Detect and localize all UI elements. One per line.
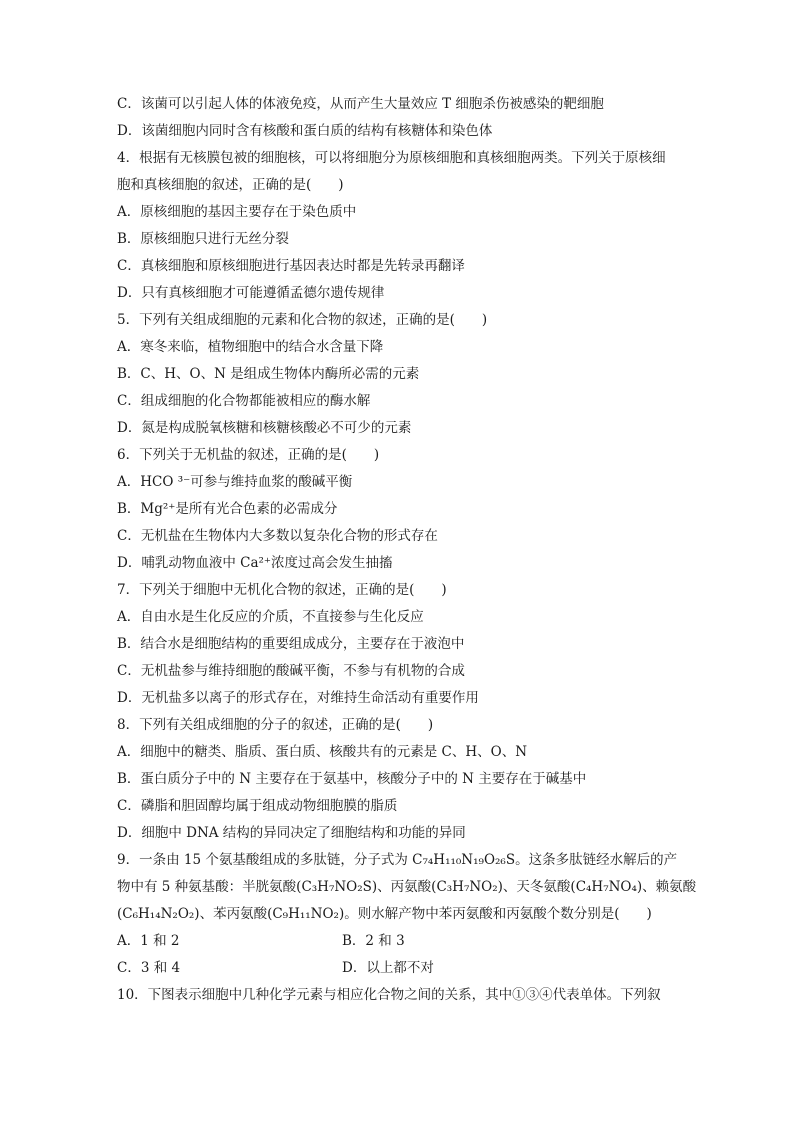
q4-option-a: A．原核细胞的基因主要存在于染色质中 [117, 204, 357, 220]
q3-option-c: C．该菌可以引起人体的体液免疫，从而产生大量效应 T 细胞杀伤被感染的靶细胞 [117, 96, 604, 112]
q8-option-b: B．蛋白质分子中的 N 主要存在于氨基中，核酸分子中的 N 主要存在于碱基中 [117, 771, 587, 787]
q7-option-c: C．无机盐参与维持细胞的酸碱平衡，不参与有机物的合成 [117, 663, 465, 679]
q6-option-d: D．哺乳动物血液中 Ca²⁺浓度过高会发生抽搐 [117, 555, 393, 571]
q5-stem: 5．下列有关组成细胞的元素和化合物的叙述，正确的是( ) [117, 312, 488, 328]
q6-option-c: C．无机盐在生物体内大多数以复杂化合物的形式存在 [117, 528, 438, 544]
q8-option-a: A．细胞中的糖类、脂质、蛋白质、核酸共有的元素是 C、H、O、N [117, 744, 528, 760]
q4-stem-line2: 胞和真核细胞的叙述，正确的是( ) [117, 177, 344, 193]
q5-option-b: B．C、H、O、N 是组成生物体内酶所必需的元素 [117, 366, 420, 382]
q3-option-d: D．该菌细胞内同时含有核酸和蛋白质的结构有核糖体和染色体 [117, 123, 493, 139]
q4-option-d: D．只有真核细胞才可能遵循孟德尔遗传规律 [117, 285, 385, 301]
q9-option-a: A．1 和 2 [117, 933, 180, 949]
q9-option-b: B．2 和 3 [342, 933, 405, 949]
q7-option-d: D．无机盐多以离子的形式存在，对维持生命活动有重要作用 [117, 690, 479, 706]
q6-stem: 6．下列关于无机盐的叙述，正确的是( ) [117, 447, 380, 463]
q10-stem-line1: 10．下图表示细胞中几种化学元素与相应化合物之间的关系，其中①③④代表单体。下列叙 [117, 987, 661, 1003]
q6-option-a: A．HCO ³⁻可参与维持血浆的酸碱平衡 [117, 474, 353, 490]
q8-stem: 8．下列有关组成细胞的分子的叙述，正确的是( ) [117, 717, 434, 733]
q7-option-b: B．结合水是细胞结构的重要组成成分，主要存在于液泡中 [117, 636, 465, 652]
q4-stem-line1: 4．根据有无核膜包被的细胞核，可以将细胞分为原核细胞和真核细胞两类。下列关于原核细 [117, 150, 666, 166]
q8-option-c: C．磷脂和胆固醇均属于组成动物细胞膜的脂质 [117, 798, 398, 814]
q9-stem-line1: 9．一条由 15 个氨基酸组成的多肽链，分子式为 C₇₄H₁₁₀N₁₉O₂₆S。这条多肽链经水解后的产 [117, 852, 678, 868]
q4-option-b: B．原核细胞只进行无丝分裂 [117, 231, 289, 247]
q9-stem-line3: (C₆H₁₄N₂O₂)、苯丙氨酸(C₉H₁₁NO₂)。则水解产物中苯丙氨酸和丙氨酸个数分别是( ) [117, 906, 652, 922]
q5-option-a: A．寒冬来临，植物细胞中的结合水含量下降 [117, 339, 384, 355]
q9-option-c: C．3 和 4 [117, 960, 181, 976]
q7-stem: 7．下列关于细胞中无机化合物的叙述，正确的是( ) [117, 582, 447, 598]
q5-option-c: C．组成细胞的化合物都能被相应的酶水解 [117, 393, 371, 409]
q4-option-c: C．真核细胞和原核细胞进行基因表达时都是先转录再翻译 [117, 258, 465, 274]
q9-option-d: D．以上都不对 [342, 960, 434, 976]
q9-stem-line2: 物中有 5 种氨基酸：半胱氨酸(C₃H₇NO₂S)、丙氨酸(C₃H₇NO₂)、天冬氨酸(C₄H₇NO₄)、赖氨酸 [117, 879, 697, 895]
q6-option-b: B．Mg²⁺是所有光合色素的必需成分 [117, 501, 338, 517]
q5-option-d: D．氮是构成脱氧核糖和核糖核酸必不可少的元素 [117, 420, 412, 436]
q7-option-a: A．自由水是生化反应的介质，不直接参与生化反应 [117, 609, 424, 625]
q8-option-d: D．细胞中 DNA 结构的异同决定了细胞结构和功能的异同 [117, 825, 466, 841]
